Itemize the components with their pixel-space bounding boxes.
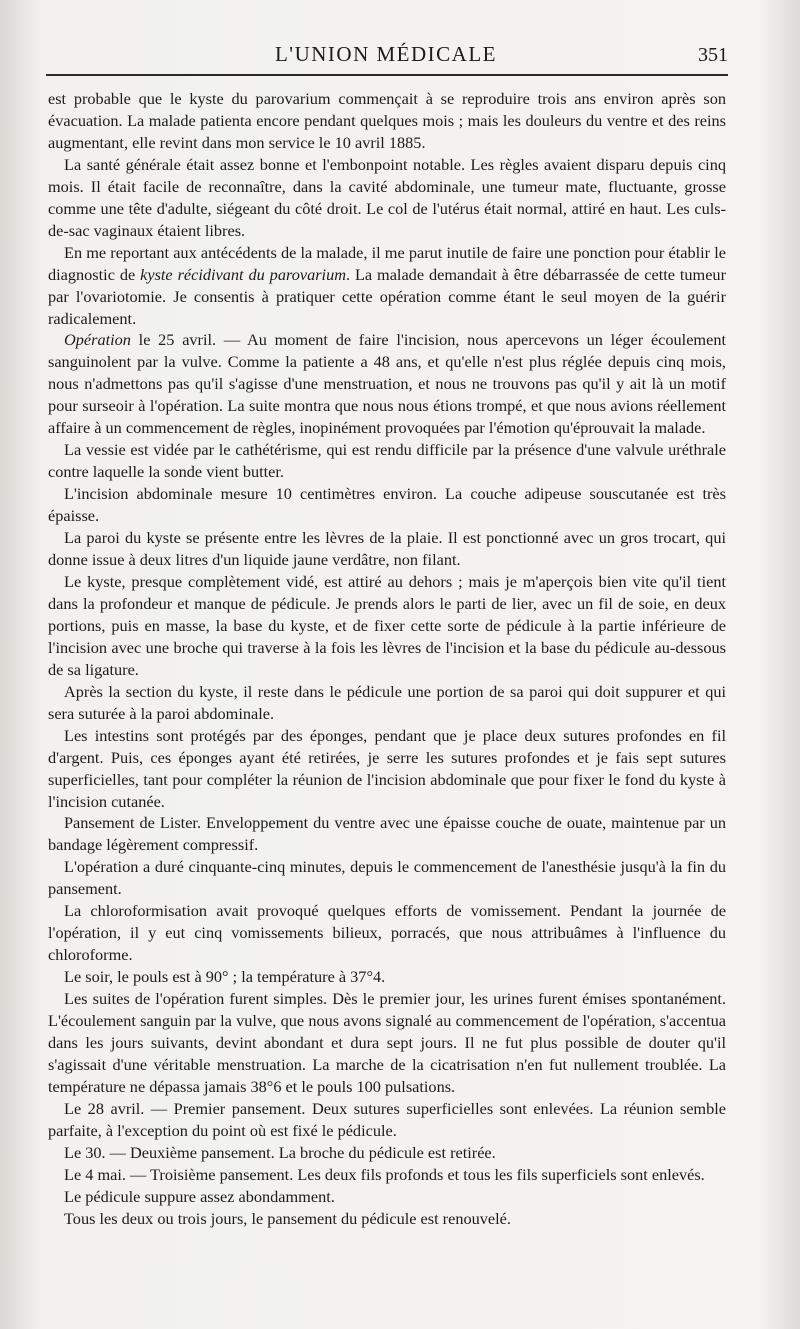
paragraph: La vessie est vidée par le cathétérisme, qui est rendu difficile par la présence d'une valvule uréthrale contre laquelle la sonde vient butter. <box>48 440 726 482</box>
paragraph: Le pédicule suppure assez abondamment. <box>64 1186 335 1206</box>
paragraph: La santé générale était assez bonne et l'embonpoint notable. Les règles avaient disparu depuis cinq mois. Il était facile de reconnaître, dans la cavité abdominale, une tumeur mate, fluctuante, grosse comme une tête d'adulte, siégeant du côté droit. Le col de l'utérus était normal, attiré en haut. Les culs-de-sac vaginaux étaient libres. <box>48 154 726 240</box>
article-body <box>48 88 726 1230</box>
paragraph-text: . La malade demandait à être débarrassée de cette tumeur par l'ovariotomie. Je consentis à pratiquer cette opération comme étant le seul moyen de la guérir radicalement. <box>48 264 726 328</box>
paragraph <box>48 329 726 439</box>
section-lead: Opération <box>64 330 131 350</box>
paragraph: L'incision abdominale mesure 10 centimètres environ. La couche adipeuse souscutanée est très épaisse. <box>48 484 726 526</box>
paragraph: Le 4 mai. — Troisième pansement. Les deux fils profonds et tous les fils superficiels sont enlevés. <box>64 1164 705 1184</box>
header-rule <box>46 74 728 76</box>
paragraph-text: le 25 avril. — Au moment de faire l'incision, nous apercevons un léger écoulement sanguinolent par la vulve. Comme la patiente a 48 ans, et qu'elle n'est plus réglée depuis cinq mois, nous n'admettons pas qu'il s'agisse d'une menstruation, et nous ne trouvons pas qu'il y ait là un motif pour surseoir à l'opération. La suite montra que nous nous étions trompé, et que nous avions réellement affaire à un commencement de règles, inopinément provoquées par l'émotion qu'éprouvait la malade. <box>48 330 726 438</box>
page-header <box>46 42 726 72</box>
paragraph: La chloroformisation avait provoqué quelques efforts de vomissement. Pendant la journée de l'opération, il y eut cinq vomissements bilieux, porracés, que nous attribuâmes à l'influence du chloroforme. <box>48 901 726 965</box>
paragraph: Les intestins sont protégés par des éponges, pendant que je place deux sutures profondes en fil d'argent. Puis, ces éponges ayant été retirées, je serre les sutures profondes et je fais sept sutures superficielles, tant pour compléter la réunion de l'incision abdominale que pour fixer le fond du kyste à l'incision cutanée. <box>48 725 726 811</box>
paragraph: est probable que le kyste du parovarium commençait à se reproduire trois ans environ après son évacuation. La malade patienta encore pendant quelques mois ; mais les douleurs du ventre et des reins augmentant, elle revint dans mon service le 10 avril 1885. <box>48 89 726 152</box>
paragraph: L'opération a duré cinquante-cinq minutes, depuis le commencement de l'anesthésie jusqu'à la fin du pansement. <box>48 857 726 899</box>
paragraph: Le 28 avril. — Premier pansement. Deux sutures superficielles sont enlevées. La réunion semble parfaite, à l'exception du point où est fixé le pédicule. <box>48 1098 726 1140</box>
page-number: 351 <box>698 44 728 66</box>
paragraph: Le 30. — Deuxième pansement. La broche du pédicule est retirée. <box>64 1142 496 1162</box>
paragraph: Après la section du kyste, il reste dans le pédicule une portion de sa paroi qui doit suppurer et qui sera suturée à la paroi abdominale. <box>48 681 726 723</box>
paragraph <box>48 242 726 330</box>
paragraph: Le kyste, presque complètement vidé, est attiré au dehors ; mais je m'aperçois bien vite qu'il tient dans la profondeur et manque de pédicule. Je prends alors le parti de lier, avec un fil de soie, en deux portions, puis en masse, la base du kyste, et de fixer cette sorte de pédicule à la partie inférieure de l'incision avec une broche qui traverse à la fois les lèvres de l'incision et la base du pédicule au-dessous de sa ligature. <box>48 571 726 679</box>
paragraph: Tous les deux ou trois jours, le pansement du pédicule est renouvelé. <box>64 1208 511 1228</box>
paragraph: Pansement de Lister. Enveloppement du ventre avec une épaisse couche de ouate, maintenue par un bandage légèrement compressif. <box>48 813 726 855</box>
paragraph: Le soir, le pouls est à 90° ; la température à 37°4. <box>64 967 386 987</box>
paragraph: La paroi du kyste se présente entre les lèvres de la plaie. Il est ponctionné avec un gros trocart, qui donne issue à deux litres d'un liquide jaune verdâtre, non filant. <box>48 528 726 570</box>
running-title: L'UNION MÉDICALE <box>274 42 497 66</box>
diagnosis-term: kyste récidivant du parovarium <box>140 264 346 284</box>
paragraph: Les suites de l'opération furent simples. Dès le premier jour, les urines furent émises spontanément. L'écoulement sanguin par la vulve, que nous avons signalé au commencement de l'opération, s'accentua dans les jours suivants, devint abondant et dura sept jours. Il ne fut plus possible de douter qu'il s'agissait d'une véritable menstruation. La marche de la cicatrisation n'en fut nullement troublée. La température ne dépassa jamais 38°6 et le pouls 100 pulsations. <box>48 989 726 1096</box>
paragraph-text: En me reportant aux antécédents de la malade, il me parut inutile de faire une ponction pour établir le diagnostic de <box>48 242 726 284</box>
